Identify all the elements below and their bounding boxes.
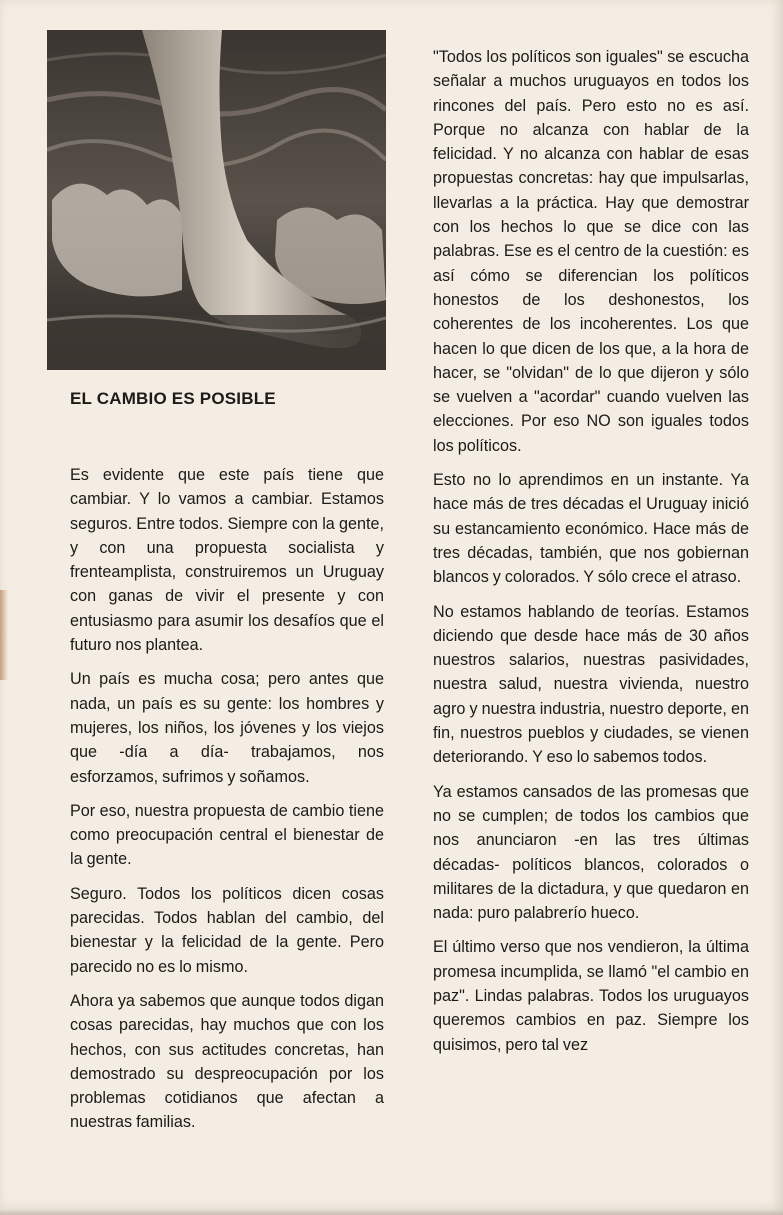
paragraph: "Todos los políticos son iguales" se escucha señalar a muchos uruguayos en todos los rincones del país. Pero esto no es así. Porque no alcanza con hablar de la felicidad. Y no alcanza con hablar de esas propuestas concretas: hay que impulsarlas, llevarlas a la práctica. Hay que demostrar con los hechos lo que se dice con las palabras. Ese es el centro de la cuestión: es así cómo se diferencian los políticos honestos de los deshonestos, los coherentes de los incoherentes. Los que hacen lo que dicen de los que, a la hora de hacer, se "olvidan" de lo que dijeron y sólo se vuelven a "acordar" cuando vuelven las elecciones. Por eso NO son iguales todos los políticos. (433, 48, 749, 455)
page-bottom-shadow (0, 1209, 783, 1215)
paragraph: Seguro. Todos los políticos dicen cosas parecidas. Todos hablan del cambio, del bienestar y la felicidad de la gente. Pero parecido no es lo mismo. (70, 884, 384, 976)
paragraph: Un país es mucha cosa; pero antes que nada, un país es su gente: los hombres y mujeres, los niños, los jóvenes y los viejos que -día a día- trabajamos, nos esforzamos, sufrimos y soñamos. (70, 670, 384, 786)
paragraph: Es evidente que este país tiene que cambiar. Y lo vamos a cambiar. Estamos seguros. Entre todos. Siempre con la gente, y con una propuesta socialista y frenteamplista, construiremos un Uruguay con ganas de vivir el presente y con entusiasmo para asumir los desafíos que el futuro nos plantea. (70, 466, 384, 655)
paragraph: El último verso que nos vendieron, la última promesa incumplida, se llamó "el cambio en paz". Lindas palabras. Todos los uruguayos queremos cambios en paz. Siempre los quisimos, pero tal vez (433, 938, 749, 1054)
paragraph: No estamos hablando de teorías. Estamos diciendo que desde hace más de 30 años nuestros salarios, nuestras pasividades, nuestra salud, nuestra vivienda, nuestro agro y nuestra industria, nuestro deporte, en fin, nuestros pueblos y ciudades, se vienen deteriorando. Y eso lo sabemos todos. (433, 602, 749, 767)
section-heading: EL CAMBIO ES POSIBLE (70, 389, 276, 408)
right-text-column (433, 45, 749, 1067)
left-text-column (70, 463, 384, 1145)
paragraph: Ya estamos cansados de las promesas que no se cumplen; de todos los cambios que nos anunciaron -en las tres últimas décadas- políticos blancos, colorados o militares de la dictadura, y que quedaron en nada: puro palabrerío hueco. (433, 782, 749, 923)
foot-in-water-photo (47, 30, 386, 370)
paragraph: Ahora ya sabemos que aunque todos digan cosas parecidas, hay muchos que con los hechos, con sus actitudes concretas, han demostrado su despreocupación por los problemas cotidianos que afectan a nuestras familias. (70, 991, 384, 1132)
page-edge-stain (0, 590, 8, 680)
paragraph: Por eso, nuestra propuesta de cambio tiene como preocupación central el bienestar de la gente. (70, 801, 384, 869)
photo-illustration (47, 30, 386, 370)
paragraph: Esto no lo aprendimos en un instante. Ya hace más de tres décadas el Uruguay inició su estancamiento económico. Hace más de tres décadas, también, que nos gobiernan blancos y colorados. Y sólo crece el atraso. (433, 471, 749, 587)
